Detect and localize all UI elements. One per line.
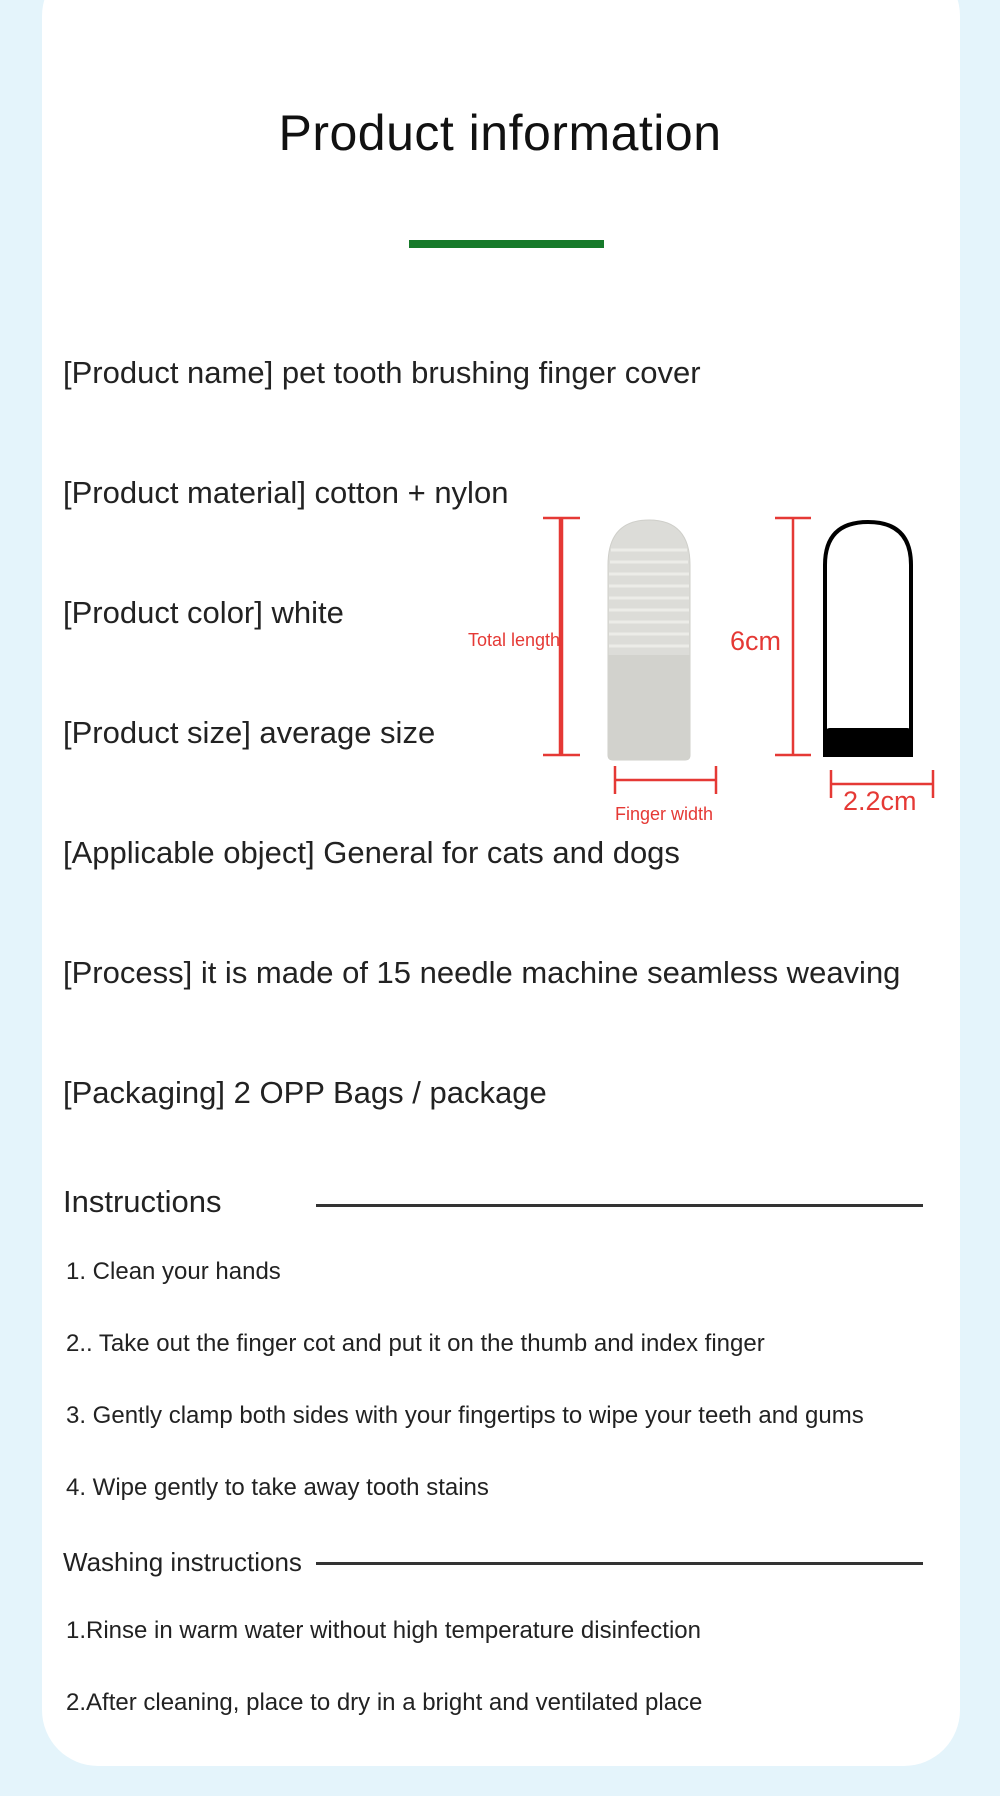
spec-applicable-object: [Applicable object] General for cats and dogs bbox=[63, 835, 680, 870]
instructions-heading: Instructions bbox=[63, 1184, 222, 1219]
washing-heading: Washing instructions bbox=[63, 1547, 302, 1577]
length-value-label: 6cm bbox=[730, 626, 782, 656]
total-length-label: Total length bbox=[468, 630, 561, 650]
spec-product-color: [Product color] white bbox=[63, 595, 344, 630]
width-value-label: 2.2cm bbox=[843, 786, 917, 816]
width-bracket bbox=[615, 766, 716, 794]
washing-step: 1.Rinse in warm water without high temperature disinfection bbox=[66, 1617, 701, 1644]
spec-packaging: [Packaging] 2 OPP Bags / package bbox=[63, 1075, 547, 1110]
washing-step: 2.After cleaning, place to dry in a bright and ventilated place bbox=[66, 1689, 703, 1716]
title-underline bbox=[409, 240, 604, 248]
spec-product-material: [Product material] cotton + nylon bbox=[63, 475, 509, 510]
spec-product-size: [Product size] average size bbox=[63, 715, 436, 750]
spec-product-name: [Product name] pet tooth brushing finger cover bbox=[63, 355, 701, 390]
finger-width-label: Finger width bbox=[615, 804, 714, 824]
instruction-step: 1. Clean your hands bbox=[66, 1258, 281, 1285]
instruction-step: 3. Gently clamp both sides with your fingertips to wipe your teeth and gums bbox=[66, 1402, 864, 1429]
page-title: Product information bbox=[278, 105, 722, 161]
finger-cot-outline bbox=[824, 522, 913, 755]
instructions-divider bbox=[316, 1204, 923, 1207]
size-diagram bbox=[455, 500, 955, 840]
finger-cot-image bbox=[608, 520, 690, 760]
instruction-step: 2.. Take out the finger cot and put it on the thumb and index finger bbox=[66, 1330, 765, 1357]
spec-process: [Process] it is made of 15 needle machine seamless weaving bbox=[63, 955, 901, 990]
washing-divider bbox=[316, 1562, 923, 1565]
instruction-step: 4. Wipe gently to take away tooth stains bbox=[66, 1474, 489, 1501]
